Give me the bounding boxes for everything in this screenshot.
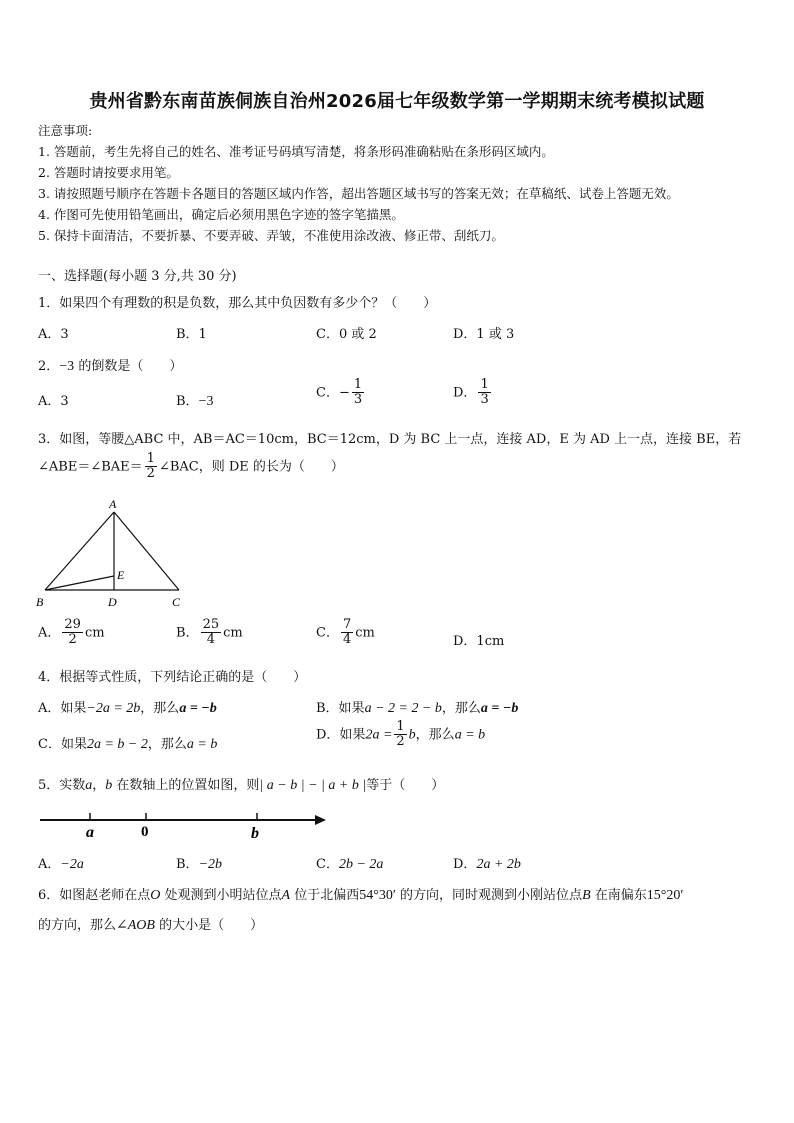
q5-stem-mid: 在数轴上的位置如图，则 — [112, 778, 260, 793]
q3-option-d: D．1cm — [453, 634, 505, 649]
q4-c-mid: ，那么 — [147, 737, 187, 752]
q1-option-c: C．0 或 2 — [316, 327, 377, 342]
q2-b-label: B． — [176, 394, 199, 409]
q2-stem-math: −3 — [59, 359, 75, 374]
q6-angle-aob: ∠AOB — [116, 918, 155, 933]
q3-b-num: 25 — [202, 617, 220, 632]
q5-c-value: 2b − 2a — [338, 857, 384, 872]
q4-a-mid: ，那么 — [140, 701, 180, 716]
question-3-stem-line2 — [38, 452, 344, 482]
q6-point-a: A — [281, 888, 291, 903]
q5-stem-pre: 5．实数 — [38, 778, 86, 793]
q1-option-b: B．1 — [176, 327, 207, 342]
q2-d-fraction — [478, 378, 490, 408]
q4-option-c — [38, 733, 217, 753]
q4-d-mid: ，那么 — [415, 727, 455, 743]
notes-heading: 注意事项: — [38, 123, 93, 138]
q2-stem-pre: 2． — [38, 359, 60, 374]
q4-b-mid: ，那么 — [441, 701, 481, 716]
q2-option-a: A．3 — [38, 394, 69, 409]
q3-stem2-post: ∠BAC，则 DE 的长为（ ） — [158, 459, 344, 475]
q5-var-a: a — [85, 778, 93, 793]
q6-angle-2: 15°20′ — [646, 888, 684, 903]
q5-stem-post: 等于（ ） — [366, 778, 445, 793]
section-heading: 一、选择题(每小题 3 分,共 30 分) — [38, 269, 237, 284]
label-c: C — [172, 595, 181, 609]
q4-c-result: a = b — [186, 737, 218, 752]
page-title: 贵州省黔东南苗族侗族自治州2026届七年级数学第一学期期末统考模拟试题 — [89, 91, 705, 112]
q3-option-a — [38, 618, 105, 648]
triangle-figure — [30, 494, 200, 614]
q3-option-c — [316, 618, 375, 648]
q6-line2-pre: 的方向，那么 — [38, 918, 117, 933]
q2-option-b — [176, 390, 213, 410]
q2-b-value: −3 — [198, 394, 214, 409]
q3-b-fraction — [201, 618, 222, 648]
q3-a-fraction — [62, 618, 83, 648]
q6-pre: 6．如图赵老师在点 — [38, 888, 151, 903]
q3-c-fraction — [341, 618, 353, 648]
label-e: E — [117, 568, 125, 582]
q6-text-b: 位于北偏西 — [290, 888, 360, 903]
q4-b-result: a = −b — [480, 701, 519, 716]
q3-b-den: 4 — [206, 632, 215, 648]
label-b: B — [36, 595, 44, 609]
q2-c-den: 3 — [353, 392, 363, 408]
q3-c-label: C． — [316, 625, 339, 641]
note-item: 1. 答题前，考生先将自己的姓名、准考证号码填写清楚，将条形码准确粘贴在条形码区域内。 — [38, 144, 554, 159]
q6-point-b: B — [582, 888, 591, 903]
q5-b-value: −2b — [198, 857, 223, 872]
q2-d-num: 1 — [480, 377, 489, 392]
q3-option-b — [176, 618, 243, 648]
q4-d-pre: D．如果 — [316, 727, 366, 743]
q4-b-math: a − 2 = 2 − b — [364, 701, 442, 716]
q3-a-den: 2 — [68, 632, 77, 648]
q5-c-label: C． — [316, 857, 339, 872]
q5-a-value: −2a — [60, 857, 84, 872]
q4-c-pre: C．如果 — [38, 737, 87, 752]
q3-a-unit: cm — [84, 625, 105, 641]
q3-half-den: 2 — [146, 466, 155, 482]
q4-option-a — [38, 697, 217, 717]
q4-d-math2: b — [408, 727, 416, 743]
label-a: A — [109, 497, 117, 511]
q2-c-sign: − — [338, 385, 350, 401]
question-6-line1 — [38, 884, 683, 904]
q4-a-pre: A．如果 — [38, 701, 87, 716]
note-item: 4. 作图可先使用铅笔画出，确定后必须用黑色字迹的签字笔描黑。 — [38, 207, 404, 222]
axis-label-a: a — [86, 824, 94, 841]
q1-option-d: D．1 或 3 — [453, 327, 515, 342]
q5-expression: | a − b | − | a + b | — [259, 778, 367, 793]
q3-c-den: 4 — [342, 632, 352, 648]
question-6-line2 — [38, 914, 263, 934]
q6-text-d: 在南偏东 — [590, 888, 647, 903]
question-2-stem — [38, 355, 182, 375]
q2-c-fraction — [352, 378, 364, 408]
q2-option-d — [453, 378, 493, 408]
axis-label-b: b — [251, 825, 259, 842]
q3-c-unit: cm — [355, 625, 375, 641]
q4-d-math1: 2a = — [365, 727, 393, 743]
q1-option-a: A．3 — [38, 327, 69, 342]
axis-label-zero: 0 — [141, 824, 149, 840]
q3-c-num: 7 — [342, 617, 352, 632]
q4-d-result: a = b — [454, 727, 486, 743]
q2-c-num: 1 — [353, 377, 363, 392]
q3-a-label: A． — [38, 625, 61, 641]
q5-var-b: b — [105, 778, 113, 793]
q3-stem2-pre: ∠ABE＝∠BAE＝ — [38, 459, 143, 475]
q4-option-d — [316, 720, 485, 750]
q3-b-unit: cm — [223, 625, 243, 641]
q3-a-num: 29 — [64, 617, 81, 632]
question-3-stem-line1: 3．如图，等腰△ABC 中，AB＝AC＝10cm，BC＝12cm，D 为 BC 上一点，连接 AD，E 为 AD 上一点，连接 BE，若 — [38, 432, 742, 447]
q5-a-label: A． — [38, 857, 61, 872]
q5-d-value: 2a + 2b — [476, 857, 521, 872]
q4-c-math: 2a = b − 2 — [86, 737, 148, 752]
q6-point-o: O — [150, 888, 161, 903]
q4-d-den: 2 — [396, 734, 405, 750]
q6-angle-1: 54°30′ — [359, 888, 396, 903]
note-item: 2. 答题时请按要求用笔。 — [38, 165, 179, 180]
q6-line2-post: 的大小是（ ） — [154, 918, 264, 933]
q6-text-a: 处观测到小明站位点 — [160, 888, 282, 903]
q5-sep: ， — [92, 778, 106, 793]
q2-d-label: D． — [453, 385, 477, 401]
q3-half-fraction — [145, 452, 157, 482]
q4-d-fraction — [394, 720, 406, 750]
q4-a-result: a = −b — [179, 701, 217, 716]
q2-d-den: 3 — [480, 392, 489, 408]
q6-text-c: 的方向，同时观测到小刚站位点 — [395, 888, 583, 903]
question-4-stem: 4．根据等式性质，下列结论正确的是（ ） — [38, 670, 307, 685]
note-item: 3. 请按照题号顺序在答题卡各题目的答题区域内作答，超出答题区域书写的答案无效；在草稿纸、试卷上答题无效。 — [38, 186, 679, 201]
q4-option-b — [316, 697, 518, 717]
q4-d-num: 1 — [396, 719, 405, 734]
note-item: 5. 保持卡面清洁，不要折暴、不要弄破、弄皱，不准使用涂改液、修正带、刮纸刀。 — [38, 228, 504, 243]
q5-b-label: B． — [176, 857, 199, 872]
q2-c-label: C． — [316, 385, 339, 401]
label-d: D — [108, 595, 117, 609]
q2-option-c — [316, 378, 366, 408]
number-line — [36, 806, 336, 846]
q3-half-num: 1 — [146, 451, 155, 466]
q5-option-b — [176, 853, 222, 873]
q5-option-d — [453, 853, 521, 873]
q2-stem-post: 的倒数是（ ） — [74, 359, 183, 374]
q5-option-a — [38, 853, 84, 873]
q5-d-label: D． — [453, 857, 477, 872]
q5-option-c — [316, 853, 383, 873]
q4-b-pre: B．如果 — [316, 701, 365, 716]
q3-b-label: B． — [176, 625, 199, 641]
axis-arrow-icon — [315, 815, 326, 825]
question-5-stem — [38, 774, 444, 794]
q4-a-math: −2a = 2b — [86, 701, 141, 716]
question-1-stem: 1．如果四个有理数的积是负数，那么其中负因数有多少个？（ ） — [38, 296, 437, 311]
